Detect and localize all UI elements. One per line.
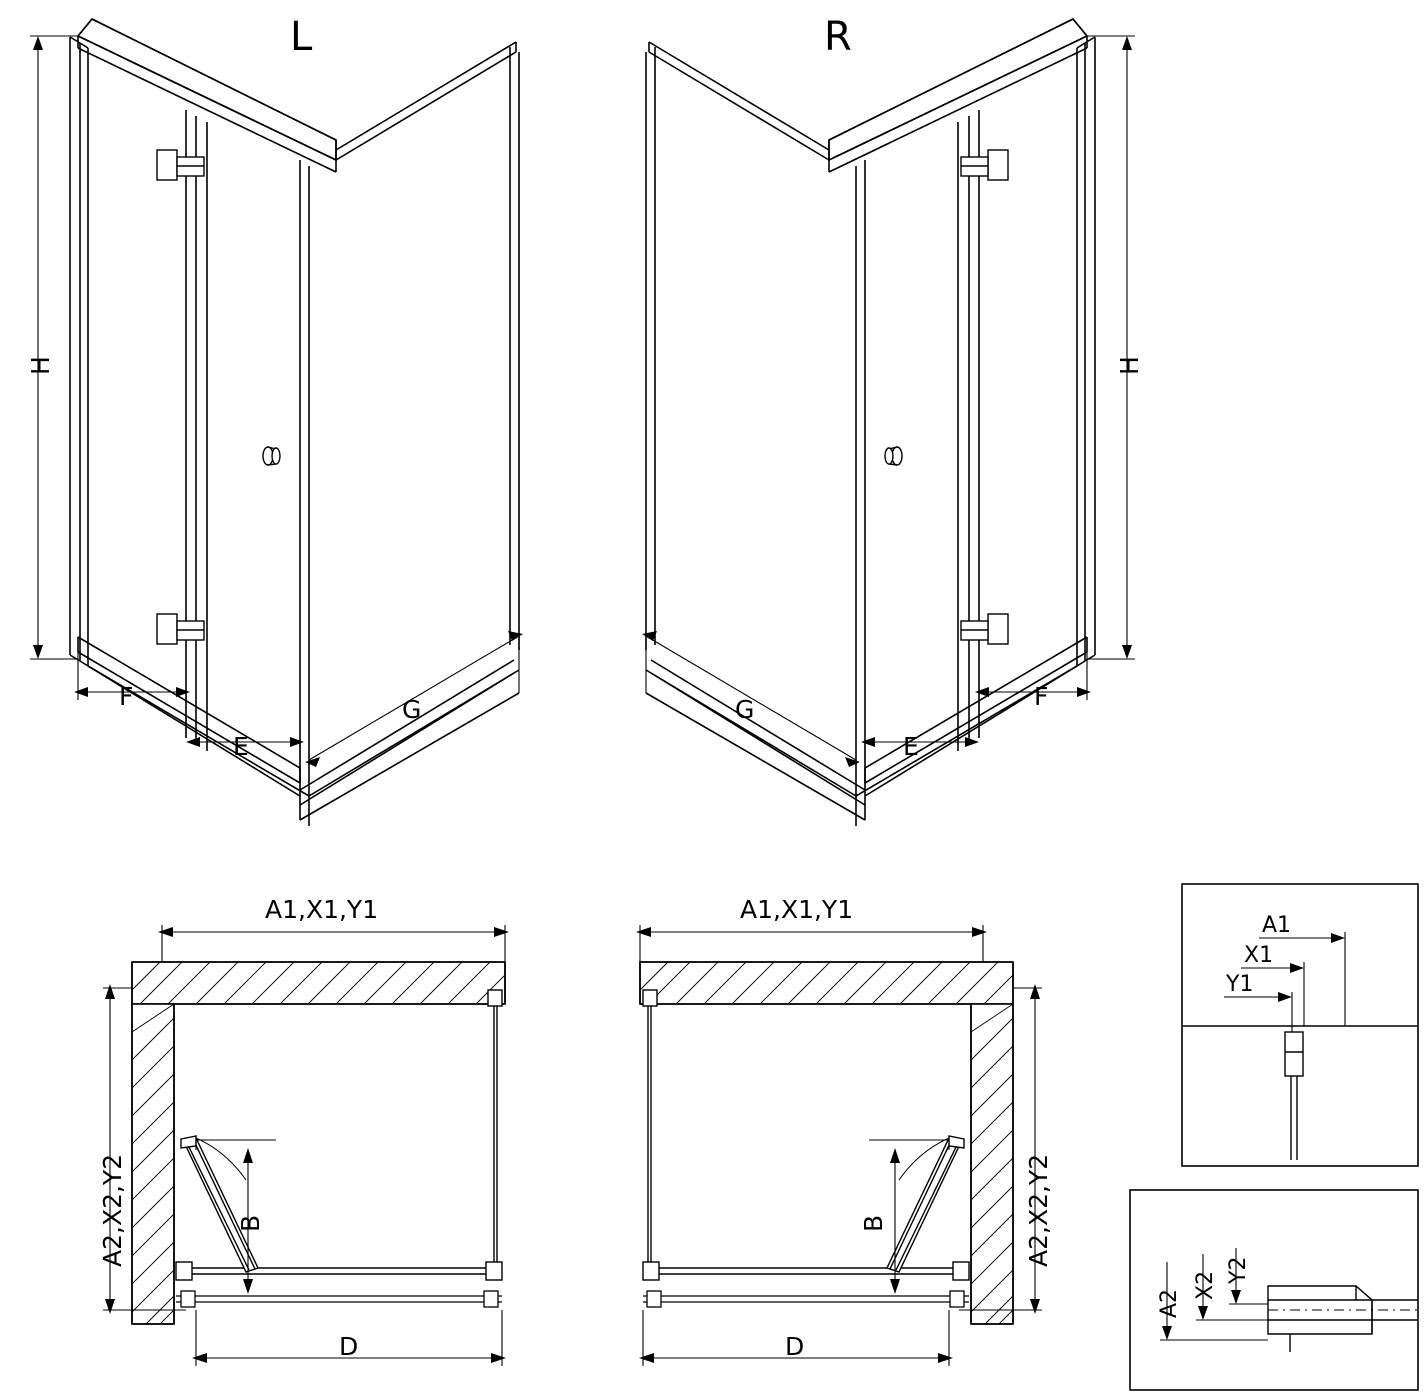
view-title-right: R [824, 14, 853, 60]
detail-label-y1: Y1 [1226, 972, 1254, 997]
dimension-label-b-left: B [236, 1214, 265, 1232]
dimension-label-e-right: E [903, 732, 919, 761]
dimension-label-a1x1y1-right: A1,X1,Y1 [740, 895, 854, 924]
detail-label-a1: A1 [1262, 913, 1292, 938]
dimension-label-a2x2y2-left: A2,X2,Y2 [98, 1153, 127, 1267]
view-title-left: L [290, 14, 314, 60]
dimension-label-b-right: B [859, 1214, 888, 1232]
dimension-label-a1x1y1-left: A1,X1,Y1 [265, 895, 379, 924]
dimension-label-g-left: G [402, 695, 422, 724]
dimension-label-h-right: H [1115, 356, 1144, 375]
dimension-label-d-left: D [339, 1332, 359, 1361]
dimension-label-h-left: H [26, 356, 55, 375]
detail-label-x2: X2 [1193, 1270, 1218, 1300]
dimension-label-f-left: F [119, 682, 134, 711]
dimension-label-a2x2y2-right: A2,X2,Y2 [1024, 1153, 1053, 1267]
dimension-label-e-left: E [233, 732, 249, 761]
detail-label-y2: Y2 [1226, 1256, 1251, 1284]
dimension-label-g-right: G [735, 695, 755, 724]
dimension-label-f-right: F [1034, 682, 1049, 711]
dimension-label-d-right: D [785, 1332, 805, 1361]
detail-label-a2: A2 [1157, 1288, 1182, 1318]
detail-label-x1: X1 [1244, 943, 1274, 968]
